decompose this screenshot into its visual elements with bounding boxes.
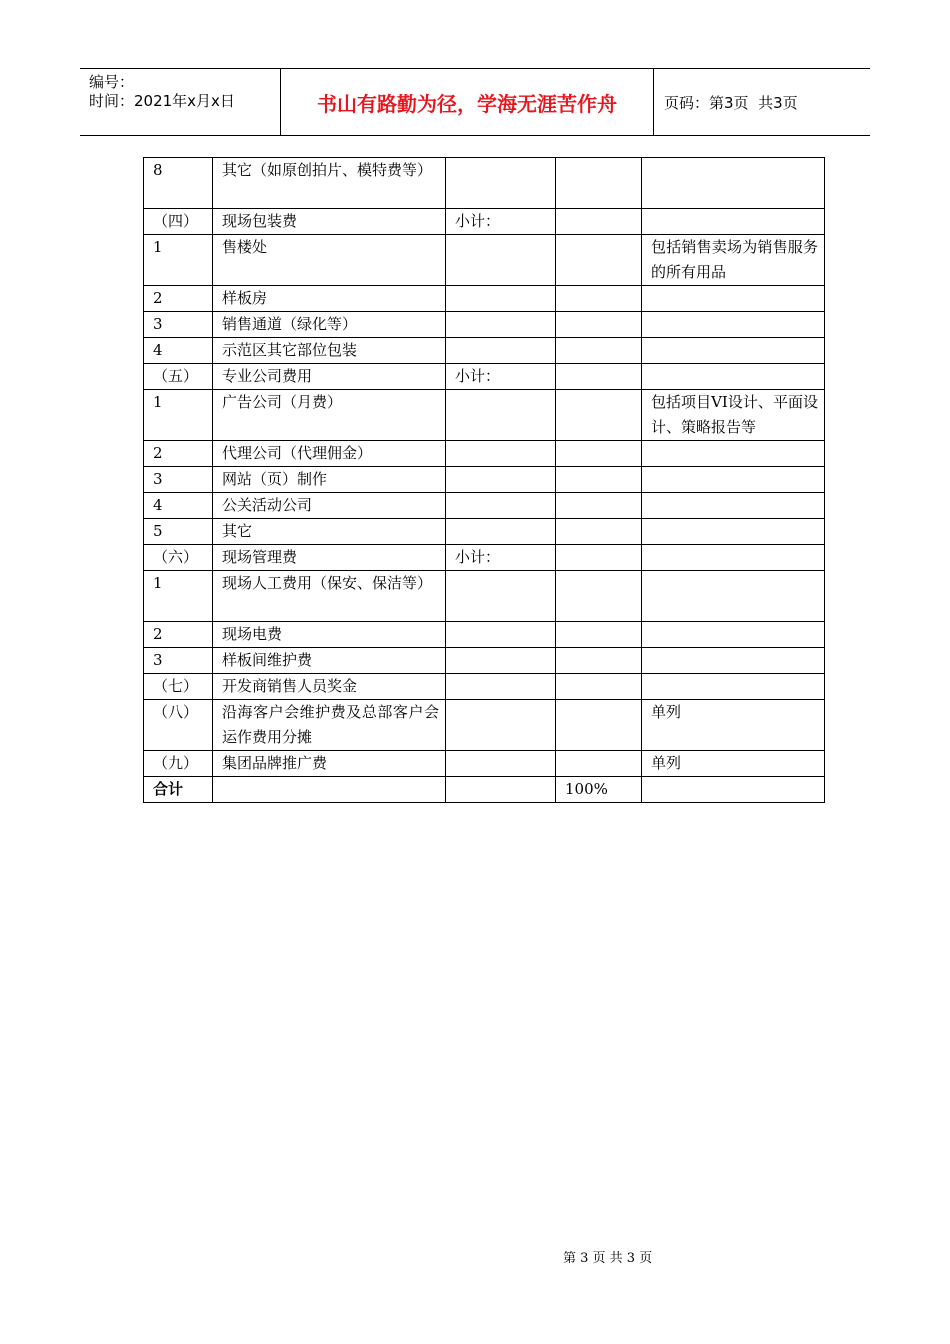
table-row (144, 493, 825, 519)
document-number-label: 编号： (89, 73, 135, 91)
item-number-cell: 2 (144, 441, 213, 467)
remark-cell (642, 777, 825, 803)
percentage-cell (556, 235, 642, 286)
remark-cell (642, 571, 825, 622)
subtotal-cell (446, 390, 556, 441)
table-row (144, 674, 825, 700)
percentage-cell (556, 493, 642, 519)
percentage-cell (556, 751, 642, 777)
table-row (144, 441, 825, 467)
total-row (144, 777, 825, 803)
subtotal-cell (446, 441, 556, 467)
item-number-cell: 3 (144, 312, 213, 338)
item-number-cell: 2 (144, 622, 213, 648)
percentage-cell (556, 700, 642, 751)
item-name-cell: 专业公司费用 (213, 364, 446, 390)
percentage-cell (556, 674, 642, 700)
remark-cell: 包括销售卖场为销售服务的所有用品 (642, 235, 825, 286)
header-motto: 书山有路勤为径，学海无涯苦作舟 (281, 69, 654, 135)
table-row (144, 235, 825, 286)
subtotal-cell (446, 674, 556, 700)
item-name-cell: 示范区其它部位包装 (213, 338, 446, 364)
item-number-cell: 4 (144, 493, 213, 519)
percentage-cell (556, 622, 642, 648)
percentage-cell (556, 209, 642, 235)
item-number-cell: （八） (144, 700, 213, 751)
item-name-cell: 样板间维护费 (213, 648, 446, 674)
percentage-cell (556, 648, 642, 674)
item-number-cell: 3 (144, 467, 213, 493)
document-time-label: 时间：2021年x月x日 (89, 92, 235, 110)
budget-table-body (144, 158, 825, 803)
percentage-cell (556, 338, 642, 364)
table-row (144, 571, 825, 622)
subtotal-cell (446, 158, 556, 209)
header-page-info (654, 69, 870, 135)
item-name-cell: 现场管理费 (213, 545, 446, 571)
item-number-cell: （四） (144, 209, 213, 235)
header-meta (80, 69, 281, 135)
percentage-cell (556, 286, 642, 312)
remark-cell (642, 545, 825, 571)
item-name-cell: 代理公司（代理佣金） (213, 441, 446, 467)
percentage-cell (556, 571, 642, 622)
remark-cell (642, 441, 825, 467)
item-name-cell: 网站（页）制作 (213, 467, 446, 493)
subtotal-cell (446, 648, 556, 674)
subtotal-cell (446, 622, 556, 648)
percentage-cell (556, 467, 642, 493)
item-name-cell: 现场电费 (213, 622, 446, 648)
item-number-cell: （九） (144, 751, 213, 777)
table-row (144, 648, 825, 674)
percentage-cell (556, 519, 642, 545)
item-number-cell: （五） (144, 364, 213, 390)
table-row (144, 751, 825, 777)
subtotal-cell (446, 312, 556, 338)
table-row (144, 390, 825, 441)
percentage-cell (556, 364, 642, 390)
remark-cell (642, 209, 825, 235)
item-name-cell: 集团品牌推广费 (213, 751, 446, 777)
item-name-cell: 广告公司（月费） (213, 390, 446, 441)
remark-cell (642, 493, 825, 519)
percentage-cell: 100% (556, 777, 642, 803)
subtotal-cell: 小计： (446, 364, 556, 390)
remark-cell (642, 622, 825, 648)
subtotal-cell (446, 700, 556, 751)
subtotal-cell: 小计： (446, 545, 556, 571)
item-name-cell: 样板房 (213, 286, 446, 312)
percentage-cell (556, 312, 642, 338)
remark-cell (642, 338, 825, 364)
page-header (80, 68, 870, 136)
subtotal-cell (446, 571, 556, 622)
item-name-cell: 现场人工费用（保安、保洁等） (213, 571, 446, 622)
percentage-cell (556, 545, 642, 571)
subtotal-cell (446, 235, 556, 286)
item-number-cell: 5 (144, 519, 213, 545)
remark-cell (642, 467, 825, 493)
item-number-cell: 8 (144, 158, 213, 209)
item-number-cell: 4 (144, 338, 213, 364)
subtotal-cell (446, 286, 556, 312)
table-row (144, 519, 825, 545)
subtotal-cell: 小计： (446, 209, 556, 235)
remark-cell: 单列 (642, 700, 825, 751)
table-row (144, 338, 825, 364)
item-number-cell: 1 (144, 390, 213, 441)
item-number-cell: 合计 (144, 777, 213, 803)
item-name-cell: 其它 (213, 519, 446, 545)
remark-cell: 单列 (642, 751, 825, 777)
subtotal-cell (446, 338, 556, 364)
table-row (144, 545, 825, 571)
item-number-cell: （七） (144, 674, 213, 700)
remark-cell (642, 312, 825, 338)
item-number-cell: 2 (144, 286, 213, 312)
percentage-cell (556, 158, 642, 209)
footer-page-number: 第 3 页 共 3 页 (563, 1251, 653, 1266)
item-name-cell: 现场包装费 (213, 209, 446, 235)
table-row (144, 467, 825, 493)
budget-table (143, 157, 825, 803)
subtotal-cell (446, 493, 556, 519)
header-page-number: 页码：第3页 共3页 (664, 93, 798, 112)
table-row (144, 286, 825, 312)
item-name-cell: 开发商销售人员奖金 (213, 674, 446, 700)
subtotal-cell (446, 519, 556, 545)
percentage-cell (556, 441, 642, 467)
item-name-cell: 售楼处 (213, 235, 446, 286)
remark-cell (642, 674, 825, 700)
table-row (144, 364, 825, 390)
item-name-cell (213, 777, 446, 803)
item-number-cell: （六） (144, 545, 213, 571)
percentage-cell (556, 390, 642, 441)
item-name-cell: 其它（如原创拍片、模特费等） (213, 158, 446, 209)
item-number-cell: 1 (144, 235, 213, 286)
item-name-cell: 销售通道（绿化等） (213, 312, 446, 338)
remark-cell (642, 648, 825, 674)
subtotal-cell (446, 467, 556, 493)
item-name-cell: 沿海客户会维护费及总部客户会运作费用分摊 (213, 700, 446, 751)
table-row (144, 312, 825, 338)
item-number-cell: 3 (144, 648, 213, 674)
remark-cell (642, 519, 825, 545)
table-row (144, 209, 825, 235)
item-number-cell: 1 (144, 571, 213, 622)
table-row (144, 700, 825, 751)
remark-cell (642, 158, 825, 209)
table-row (144, 158, 825, 209)
remark-cell: 包括项目VI设计、平面设计、策略报告等 (642, 390, 825, 441)
subtotal-cell (446, 751, 556, 777)
table-row (144, 622, 825, 648)
remark-cell (642, 364, 825, 390)
subtotal-cell (446, 777, 556, 803)
item-name-cell: 公关活动公司 (213, 493, 446, 519)
remark-cell (642, 286, 825, 312)
